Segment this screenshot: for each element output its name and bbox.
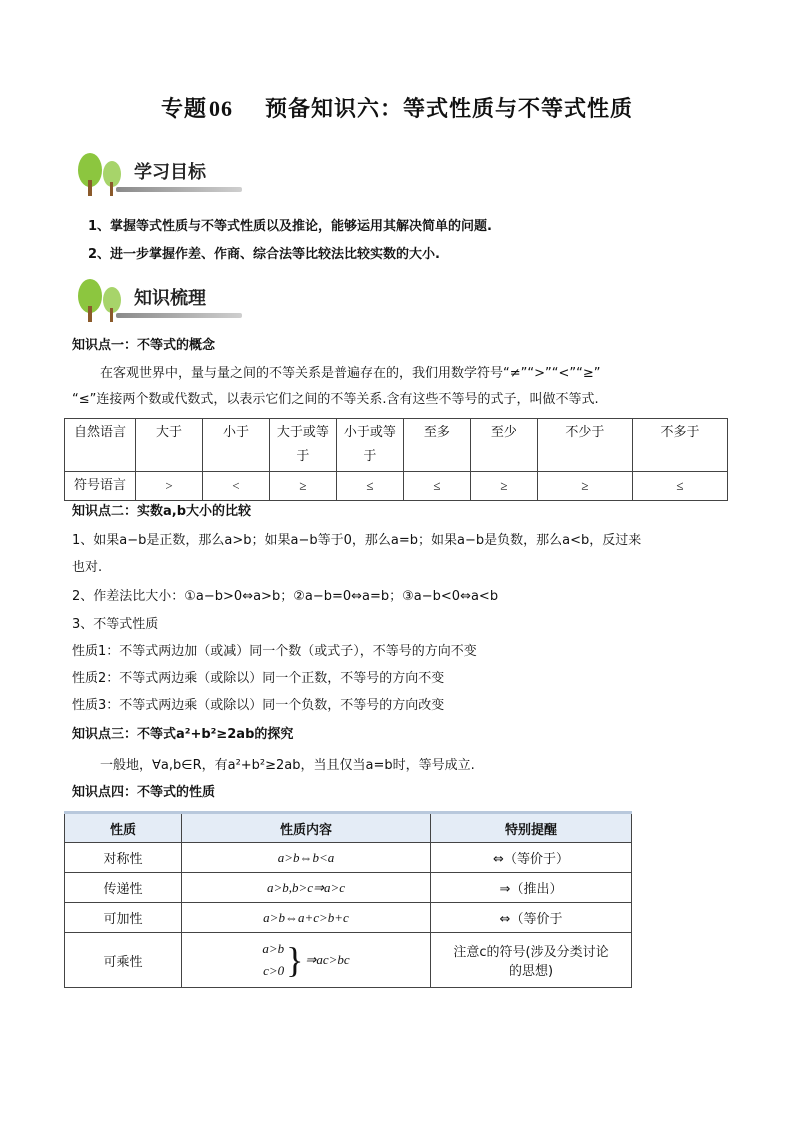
page-title: [0, 92, 794, 123]
kp2-line2: 也对.: [72, 560, 103, 575]
knowledge-banner: [72, 276, 242, 322]
table-cell: 传递性: [65, 873, 182, 903]
goal-2: 2、进一步掌握作差、作商、综合法等比较法比较实数的大小.: [88, 247, 440, 262]
title-prefix: 专题: [160, 97, 207, 122]
goals-banner-label: 学习目标: [134, 162, 206, 183]
kp1-line2: “≤”连接两个数或代数式，以表示它们之间的不等关系.含有这些不等号的式子，叫做不等式.: [72, 392, 599, 407]
table-row: [65, 873, 632, 903]
kp2-line1: 1、如果a−b是正数，那么a>b；如果a−b等于0，那么a=b；如果a−b是负数，那么a<b，反过来: [72, 533, 642, 548]
kp2-line5: 性质1：不等式两边加（或减）同一个数（或式子），不等号的方向不变: [72, 644, 477, 659]
table-header: 性质: [65, 813, 182, 843]
table-cell: ≤: [632, 472, 727, 501]
kp2-line4: 3、不等式性质: [72, 617, 159, 632]
table-cell: ≤: [403, 472, 470, 501]
table-cell: 至少: [470, 419, 537, 472]
condition-top: a>b: [262, 941, 285, 956]
table-cell: a>b⇔b<a: [182, 843, 431, 873]
table-cell: 不少于: [537, 419, 632, 472]
kp1-line1: 在客观世界中，量与量之间的不等关系是普遍存在的，我们用数学符号“≠”“>”“<”“≥”: [100, 366, 601, 381]
table-cell: ⇔（等价于）: [431, 843, 632, 873]
kp1-heading: 知识点一：不等式的概念: [72, 338, 216, 353]
table-cell: ≥: [269, 472, 336, 501]
table-cell: 对称性: [65, 843, 182, 873]
table-cell: 不多于: [632, 419, 727, 472]
table-cell: 大于或等于: [269, 419, 336, 472]
table-cell: <: [202, 472, 269, 501]
table-cell: >: [136, 472, 203, 501]
kp2-line6: 性质2：不等式两边乘（或除以）同一个正数，不等号的方向不变: [72, 671, 445, 686]
result: ⇒ac>bc: [305, 952, 350, 967]
table-cell: ⇔（等价于: [431, 903, 632, 933]
knowledge-banner-label: 知识梳理: [134, 288, 206, 309]
kp3-line1: 一般地，∀a,b∈R，有a²+b²≥2ab，当且仅当a=b时，等号成立.: [100, 758, 475, 773]
table-header-row: [65, 813, 632, 843]
kp2-line7: 性质3：不等式两边乘（或除以）同一个负数，不等号的方向改变: [72, 698, 445, 713]
note-line1: 注意c的符号(涉及分类讨论: [453, 945, 609, 960]
table-row: [65, 903, 632, 933]
table-cell: ⇒（推出）: [431, 873, 632, 903]
table-header: 性质内容: [182, 813, 431, 843]
table-cell: [431, 933, 632, 988]
table-cell: ≥: [470, 472, 537, 501]
table-cell: 符号语言: [65, 472, 136, 501]
kp2-heading: 知识点二：实数a,b大小的比较: [72, 504, 252, 519]
brace-icon: }: [286, 940, 304, 980]
table-cell: 小于: [202, 419, 269, 472]
title-number: 06: [209, 96, 233, 121]
kp4-heading: 知识点四：不等式的性质: [72, 785, 216, 800]
table-row: [65, 933, 632, 988]
table-cell: ≥: [537, 472, 632, 501]
table-row: [65, 472, 728, 501]
table-cell: 可乘性: [65, 933, 182, 988]
table-cell: ≤: [336, 472, 403, 501]
kp2-line3: 2、作差法比大小：①a−b>0⇔a>b；②a−b=0⇔a=b；③a−b<0⇔a<b: [72, 589, 499, 604]
table-cell: a>b,b>c⇒a>c: [182, 873, 431, 903]
table-cell: 自然语言: [65, 419, 136, 472]
natural-symbol-table: [64, 418, 728, 501]
table-cell: 可加性: [65, 903, 182, 933]
table-cell: 小于或等于: [336, 419, 403, 472]
title-main: 预备知识六：等式性质与不等式性质: [265, 97, 634, 122]
condition-bottom: c>0: [263, 963, 285, 978]
goal-1: 1、掌握等式性质与不等式性质以及推论，能够运用其解决简单的问题.: [88, 219, 492, 234]
table-cell: 大于: [136, 419, 203, 472]
goals-banner: [72, 150, 242, 196]
table-cell: 至多: [403, 419, 470, 472]
table-row: [65, 419, 728, 472]
table-header: 特别提醒: [431, 813, 632, 843]
note-line2: 的思想): [508, 964, 554, 979]
inequality-properties-table: [64, 811, 632, 988]
table-row: [65, 843, 632, 873]
table-cell: a>b⇔a+c>b+c: [182, 903, 431, 933]
kp3-heading: 知识点三：不等式a²+b²≥2ab的探究: [72, 727, 294, 742]
table-cell: [182, 933, 431, 988]
